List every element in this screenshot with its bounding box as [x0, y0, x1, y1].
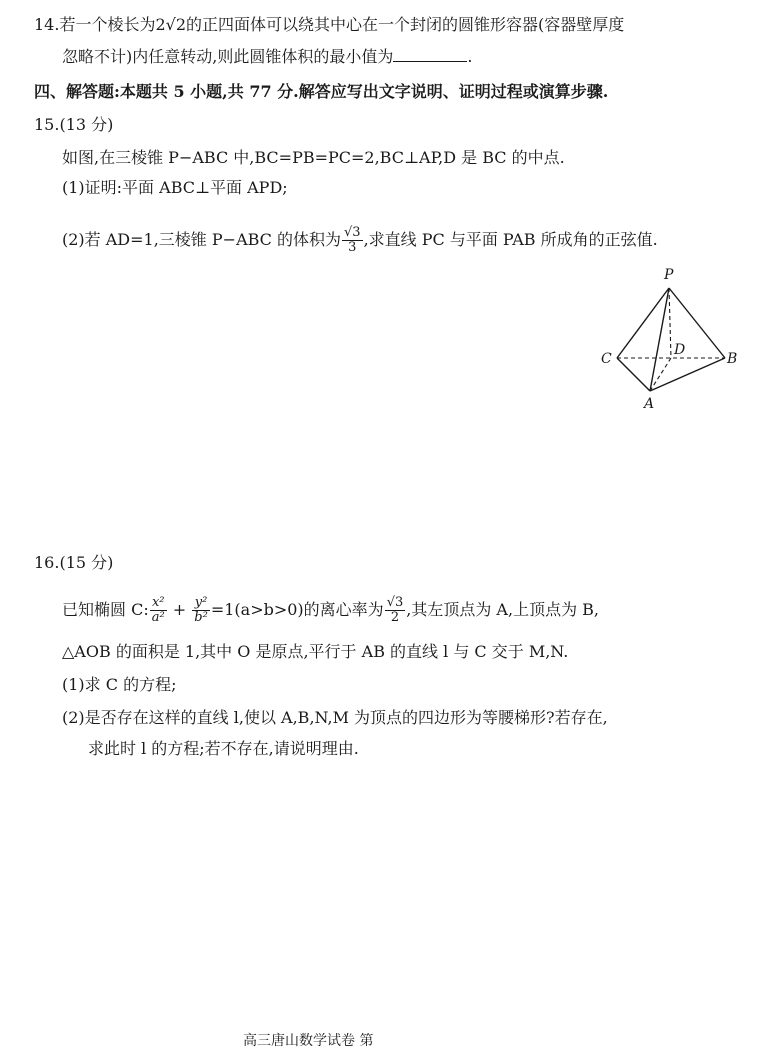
label-b: B — [727, 351, 738, 367]
y-squared: y² — [192, 596, 210, 611]
b-squared: b² — [194, 610, 208, 625]
label-d: D — [674, 342, 686, 358]
q15-stem: 如图,在三棱锥 P−ABC 中,BC=PB=PC=2,BC⊥AP,D 是 BC 的中点. — [62, 148, 565, 167]
q16-header: 16.(15 分) — [34, 553, 114, 572]
q16-line1-text: 已知椭圆 C: — [62, 600, 149, 619]
section-heading: 四、解答题:本题共 5 小题,共 77 分.解答应写出文字说明、证明过程或演算步骤. — [34, 82, 609, 101]
q15-part1: (1)证明:平面 ABC⊥平面 APD; — [62, 178, 288, 197]
q14-line2 — [62, 46, 472, 68]
q16-line2: △AOB 的面积是 1,其中 O 是原点,平行于 AB 的直线 l 与 C 交于 M,N. — [62, 642, 569, 661]
edge-ab — [650, 358, 725, 391]
q16-line1-mid: =1(a>b>0)的离心率为 — [210, 600, 384, 619]
a-squared: a² — [151, 610, 165, 625]
q15-part2 — [62, 226, 658, 255]
edge-pa — [650, 288, 669, 391]
q15-header: 15.(13 分) — [34, 115, 114, 134]
q14-line1: 14.若一个棱长为2√2的正四面体可以绕其中心在一个封闭的圆锥形容器(容器壁厚度 — [34, 15, 625, 34]
fraction-denominator: 3 — [348, 240, 357, 255]
eccentricity-denominator: 2 — [390, 610, 400, 625]
label-a: A — [644, 396, 655, 412]
q14-line2-end: . — [467, 47, 473, 66]
q16-part2-line2: 求此时 l 的方程;若不存在,请说明理由. — [88, 739, 359, 758]
q15-part2-end: ,求直线 PC 与平面 PAB 所成角的正弦值. — [363, 230, 658, 249]
segment-pd-hidden — [669, 288, 671, 358]
plus-sign: + — [167, 600, 192, 619]
x-fraction — [150, 596, 167, 625]
eccentricity-numerator: √3 — [386, 595, 404, 610]
volume-fraction — [342, 226, 363, 255]
label-c: C — [601, 351, 612, 367]
edge-ca — [617, 358, 650, 391]
y-fraction — [192, 596, 210, 625]
q16-part1: (1)求 C 的方程; — [62, 675, 177, 694]
label-p: P — [664, 267, 674, 283]
q14-line2-text: 忽略不计)内任意转动,则此圆锥体积的最小值为 — [62, 47, 394, 66]
eccentricity-fraction — [385, 596, 406, 625]
q16-line1-end: ,其左顶点为 A,上顶点为 B, — [406, 600, 599, 619]
edge-pc — [617, 288, 669, 358]
answer-blank — [393, 47, 467, 62]
q16-line1 — [62, 596, 599, 625]
footer-fade — [395, 1026, 455, 1052]
x-squared: x² — [150, 596, 167, 611]
q16-part2-line1: (2)是否存在这样的直线 l,使以 A,B,N,M 为顶点的四边形为等腰梯形?若存在, — [62, 708, 608, 727]
fraction-numerator: √3 — [344, 225, 361, 240]
tetrahedron-figure — [598, 264, 744, 412]
q15-part2-text: (2)若 AD=1,三棱锥 P−ABC 的体积为 — [62, 230, 342, 249]
page-footer: 高三唐山数学试卷 第 — [243, 1033, 374, 1049]
